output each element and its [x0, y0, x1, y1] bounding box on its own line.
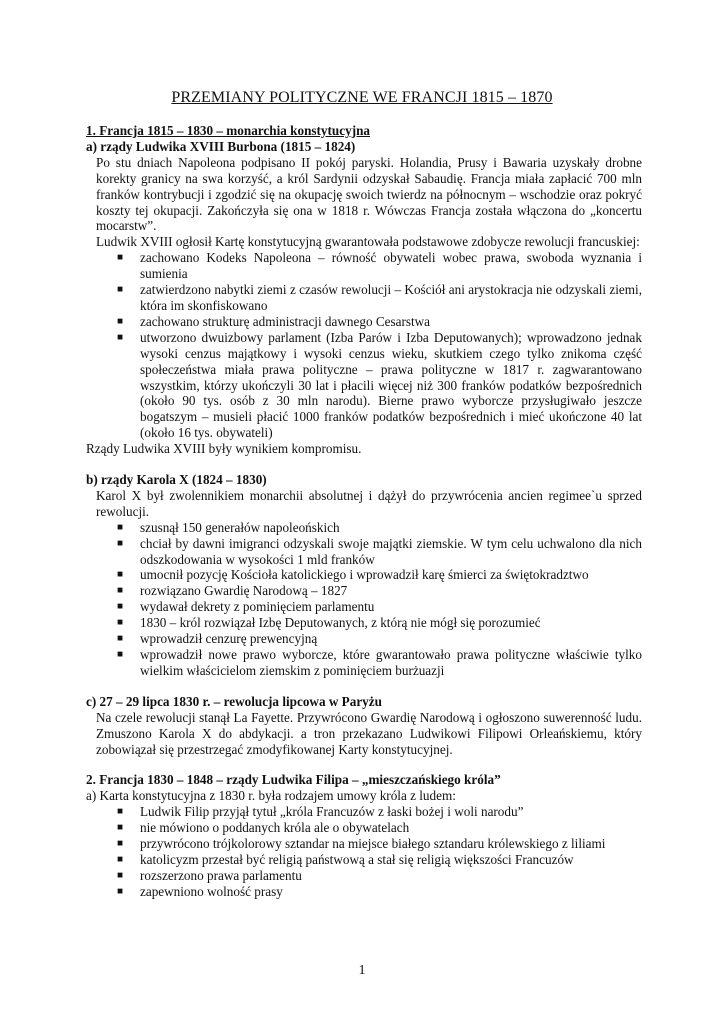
paragraph: Rządy Ludwika XVIII były wynikiem kompromisu.: [86, 441, 362, 457]
bullet-icon: ■: [117, 284, 124, 296]
list-item: ■ szusnął 150 generałów napoleońskich: [117, 519, 340, 535]
page-number: 1: [358, 963, 366, 978]
bullet-icon: ■: [117, 869, 124, 881]
page-title: PRZEMIANY POLITYCZNE WE FRANCJI 1815 – 1870: [171, 89, 553, 106]
bullet-list: [86, 520, 642, 679]
bullet-list: [86, 804, 642, 899]
section-1b-heading: b) rządy Karola X (1824 – 1830): [86, 472, 267, 488]
bullet-icon: ■: [117, 617, 124, 629]
list-item: ■ chciał by dawni imigranci odzyskali swoje majątki ziemskie. W tym celu uchwalono dla nich odszkodowania w wysokości 1 mld franków: [117, 535, 642, 567]
paragraph: Karol X był zwolennikiem monarchii absolutnej i dążył do przywrócenia ancien regimee`u sprzed rewolucji.: [96, 487, 642, 519]
bullet-icon: ■: [117, 252, 124, 264]
list-item: ■ nie mówiono o poddanych króla ale o obywatelach: [117, 820, 410, 836]
paragraph: Po stu dniach Napoleona podpisano II pokój paryski. Holandia, Prusy i Bawaria uzyskały drobne korekty granicy na swa korzyść, a król Sardynii odzyskał Sabaudię. Francja miała zapłacić 700 mln franków kontrybucji i zgodzić się na okupację swoich twierdz na północnym – wschodzie oraz pokryć koszty tej okupacji. Zakończyła się ona w 1818 r. Wówczas Francja została włączona do „koncertu mocarstw”.: [96, 154, 642, 234]
bullet-icon: ■: [117, 806, 124, 818]
bullet-icon: ■: [117, 649, 124, 660]
list-item: ■ zatwierdzono nabytki ziemi z czasów rewolucji – Kościół ani arystokracja nie odzyskali ziemi, która im skonfiskowano: [117, 282, 642, 313]
list-item: ■ katolicyzm przestał być religią państwową a stał się religią większości Francuzów: [117, 851, 574, 867]
section-1c-heading: c) 27 – 29 lipca 1830 r. – rewolucja lipcowa w Paryżu: [86, 693, 382, 709]
paragraph: Ludwik XVIII ogłosił Kartę konstytucyjną gwarantowała podstawowe zdobycze rewolucji francuskiej:: [96, 234, 640, 250]
bullet-icon: ■: [117, 569, 124, 581]
bullet-icon: ■: [117, 521, 124, 533]
section-1a-heading: a) rządy Ludwika XVIII Burbona (1815 – 1824): [86, 138, 356, 154]
list-item: ■ umocnił pozycję Kościoła katolickiego i wprowadził karę śmierci za świętokradztwo: [117, 567, 589, 583]
document-body: [86, 123, 642, 900]
bullet-icon: ■: [117, 853, 124, 865]
list-item: ■ zachowano Kodeks Napoleona – równość obywateli wobec prawa, swoboda wyznania i sumienia: [117, 250, 642, 282]
bullet-icon: ■: [117, 315, 124, 327]
bullet-icon: ■: [117, 331, 124, 343]
bullet-icon: ■: [117, 885, 124, 897]
list-item: ■ 1830 – król rozwiązał Izbę Deputowanych, z którą nie mógł się porozumieć: [117, 615, 541, 631]
list-item: ■ utworzono dwuizbowy parlament (Izba Parów i Izba Deputowanych); wprowadzono jednak wysoki cenzus majątkowy i wysoki cenzus wieku, skutkiem czego tylko znikoma część społeczeństwa miała prawa polityczne – prawa polityczne w 1817 r. zagwarantowano wszystkim, którzy ukończyli 30 lat i płacili więcej niż 300 franków podatków bezpośrednich (około 90 tys. osób z 30 mln narodu). Bierne prawo wyborcze przysługiwało jeszcze bogatszym – musieli płacić 1000 franków podatków bezpośrednich i mieć ukończone 40 lat (około 16 tys. obywateli): [117, 329, 642, 441]
list-item: ■ przywrócono trójkolorowy sztandar na miejsce białego sztandaru królewskiego z liliami: [117, 836, 606, 852]
list-item: ■ rozszerzono prawa parlamentu: [117, 867, 302, 883]
bullet-icon: ■: [117, 838, 124, 850]
bullet-icon: ■: [117, 601, 124, 613]
list-item: ■ wprowadził nowe prawo wyborcze, które gwarantowało prawa polityczne właściwie tylko wielkim właścicielom ziemskim z pominięciem burżuazji: [117, 647, 642, 678]
section-1-heading: 1. Francja 1815 – 1830 – monarchia konstytucyjna: [86, 123, 371, 138]
list-item: ■ Ludwik Filip przyjął tytuł „króla Francuzów z łaski bożej i woli narodu”: [117, 804, 524, 820]
paragraph: a) Karta konstytucyjna z 1830 r. była rodzajem umowy króla z ludem:: [86, 788, 456, 804]
bullet-icon: ■: [117, 585, 124, 597]
list-item: ■ zachowano strukturę administracji dawnego Cesarstwa: [117, 313, 431, 329]
paragraph: Na czele rewolucji stanął La Fayette. Przywrócono Gwardię Narodową i ogłoszono suwerenność ludu. Zmuszono Karola X do abdykacji. a tron przekazano Ludwikowi Filipowi Orleańskiemu, który zobowiązał się przestrzegać zmodyfikowanej Karty konstytucyjnej.: [96, 709, 642, 757]
section-2-heading: 2. Francja 1830 – 1848 – rządy Ludwika Filipa – „mieszczańskiego króla”: [86, 772, 501, 788]
bullet-icon: ■: [117, 822, 124, 834]
list-item: ■ zapewniono wolność prasy: [117, 883, 283, 899]
bullet-list: [86, 250, 642, 441]
list-item: ■ wprowadził cenzurę prewencyjną: [117, 631, 318, 647]
bullet-icon: ■: [117, 633, 124, 645]
list-item: ■ rozwiązano Gwardię Narodową – 1827: [117, 583, 348, 599]
bullet-icon: ■: [117, 537, 124, 549]
list-item: ■ wydawał dekrety z pominięciem parlamentu: [117, 599, 375, 615]
